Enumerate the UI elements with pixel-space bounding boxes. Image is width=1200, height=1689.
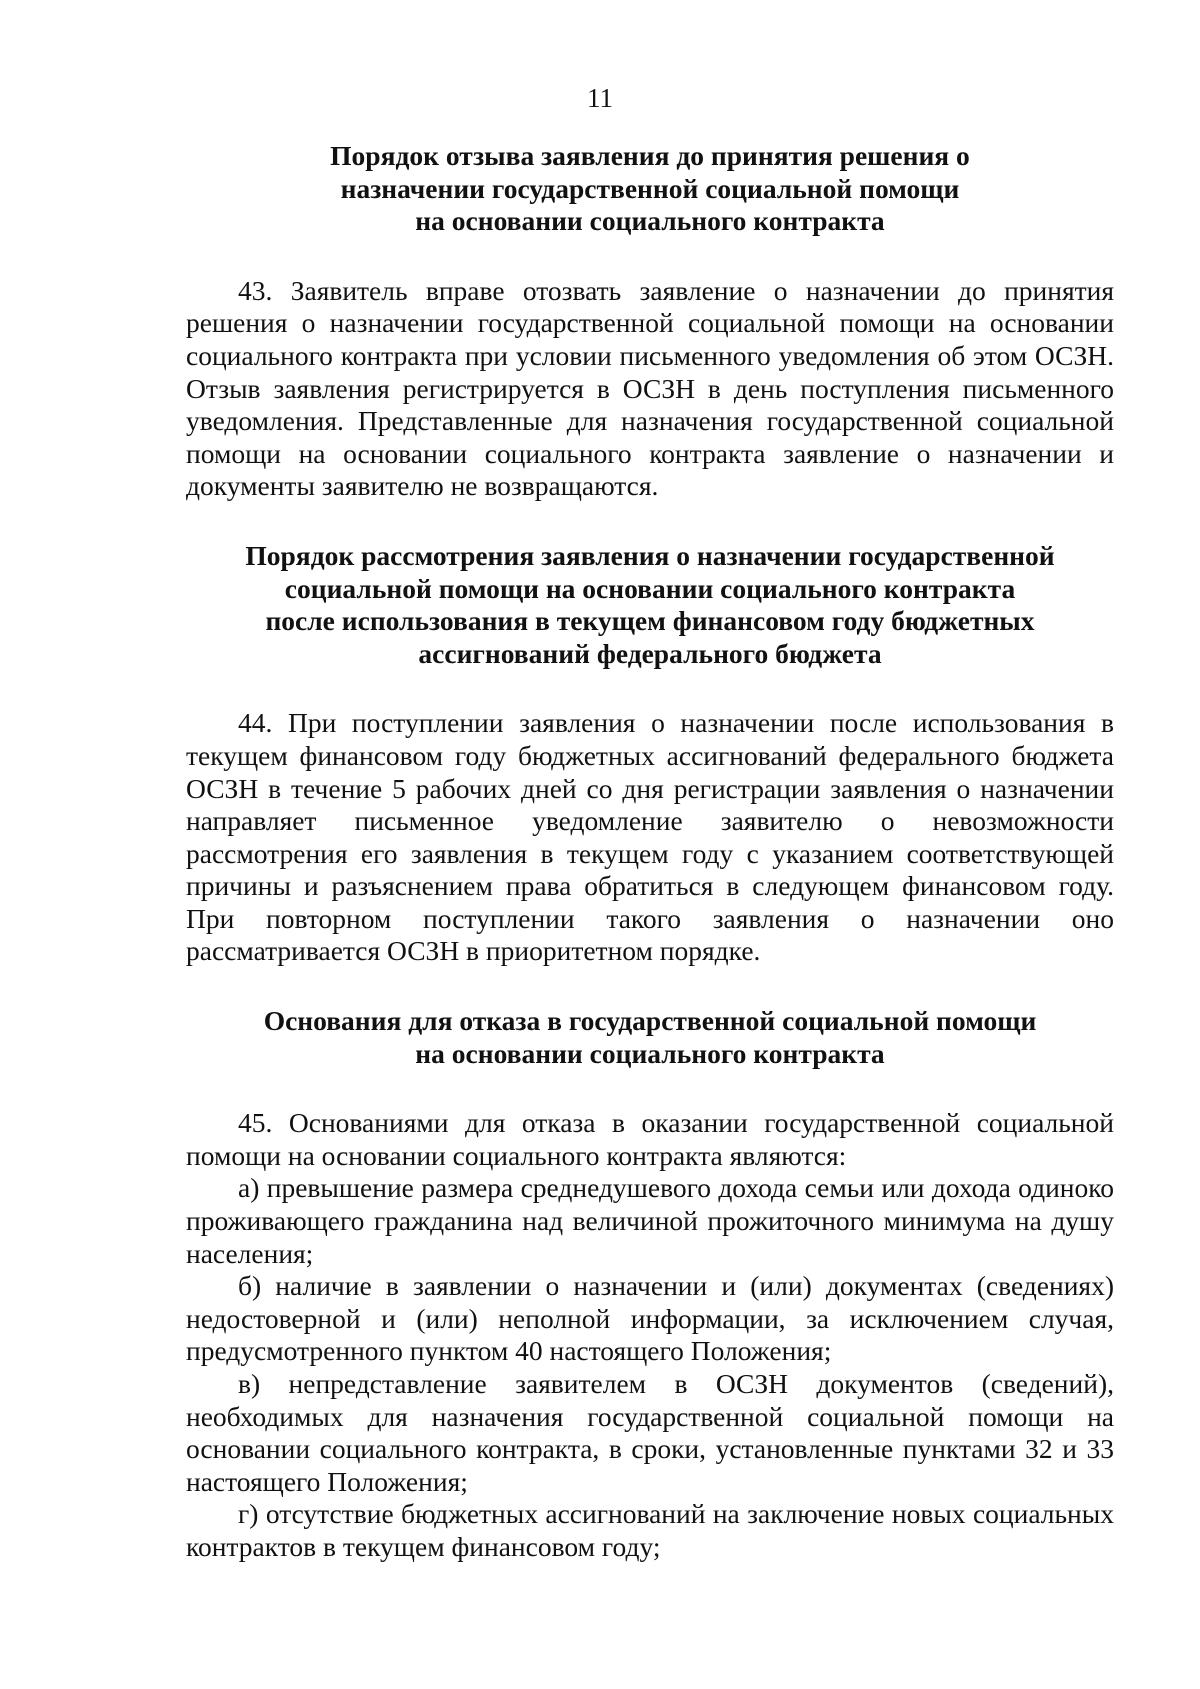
list-item-b: б) наличие в заявлении о назначении и (или) документах (сведениях) недостоверной и (или) неполной информации, за исключением случая, предусмотренного пунктом 40 настоящего Положения; [186, 1270, 1114, 1367]
heading-line: Порядок отзыва заявления до принятия решения о [330, 140, 970, 171]
section-heading-withdrawal [186, 140, 1114, 238]
list-item-a: а) превышение размера среднедушевого дохода семьи или дохода одиноко проживающего гражданина над величиной прожиточного минимума на душу населения; [186, 1172, 1114, 1269]
document-body [186, 140, 1114, 1564]
heading-line: назначении государственной социальной помощи [340, 172, 960, 204]
heading-line: Порядок рассмотрения заявления о назначении государственной [245, 539, 1055, 571]
section-heading-review-order [186, 540, 1114, 670]
list-item-g: г) отсутствие бюджетных ассигнований на заключение новых социальных контрактов в текущем финансовом году; [186, 1498, 1114, 1562]
heading-line: ассигнований федерального бюджета [418, 637, 882, 669]
page-number: 11 [587, 83, 613, 113]
heading-line: на основании социального контракта [415, 205, 885, 237]
heading-line: после использования в текущем финансовом году бюджетных [265, 605, 1035, 637]
heading-line: на основании социального контракта [415, 1037, 885, 1069]
paragraph-44: 44. При поступлении заявления о назначении после использования в текущем финансовом году бюджетных ассигнований федерального бюджета ОСЗН в течение 5 рабочих дней со дня регистрации заявления о назначении направляет письменное уведомление заявителю о невозможности рассмотрения его заявления в текущем году с указанием соответствующей причины и разъяснением права обратиться в следующем финансовом году. При повторном поступлении такого заявления о назначении оно рассматривается ОСЗН в приоритетном порядке. [186, 707, 1114, 967]
section-heading-refusal-grounds [186, 1005, 1114, 1070]
paragraph-43: 43. Заявитель вправе отозвать заявление о назначении до принятия решения о назначении государственной социальной помощи на основании социального контракта при условии письменного уведомления об этом ОСЗН. Отзыв заявления регистрируется в ОСЗН в день поступления письменного уведомления. Представленные для назначения государственной социальной помощи на основании социального контракта заявление о назначении и документы заявителю не возвращаются. [186, 274, 1114, 502]
heading-line: Основания для отказа в государственной социальной помощи [263, 1005, 1037, 1037]
paragraph-45: 45. Основаниями для отказа в оказании государственной социальной помощи на основании социального контракта являются: [186, 1107, 1114, 1171]
heading-line: социальной помощи на основании социального контракта [284, 572, 1016, 604]
list-item-v: в) непредставление заявителем в ОСЗН документов (сведений), необходимых для назначения государственной социальной помощи на основании социального контракта, в сроки, установленные пунктами 32 и 33 настоящего Положения; [186, 1368, 1114, 1497]
